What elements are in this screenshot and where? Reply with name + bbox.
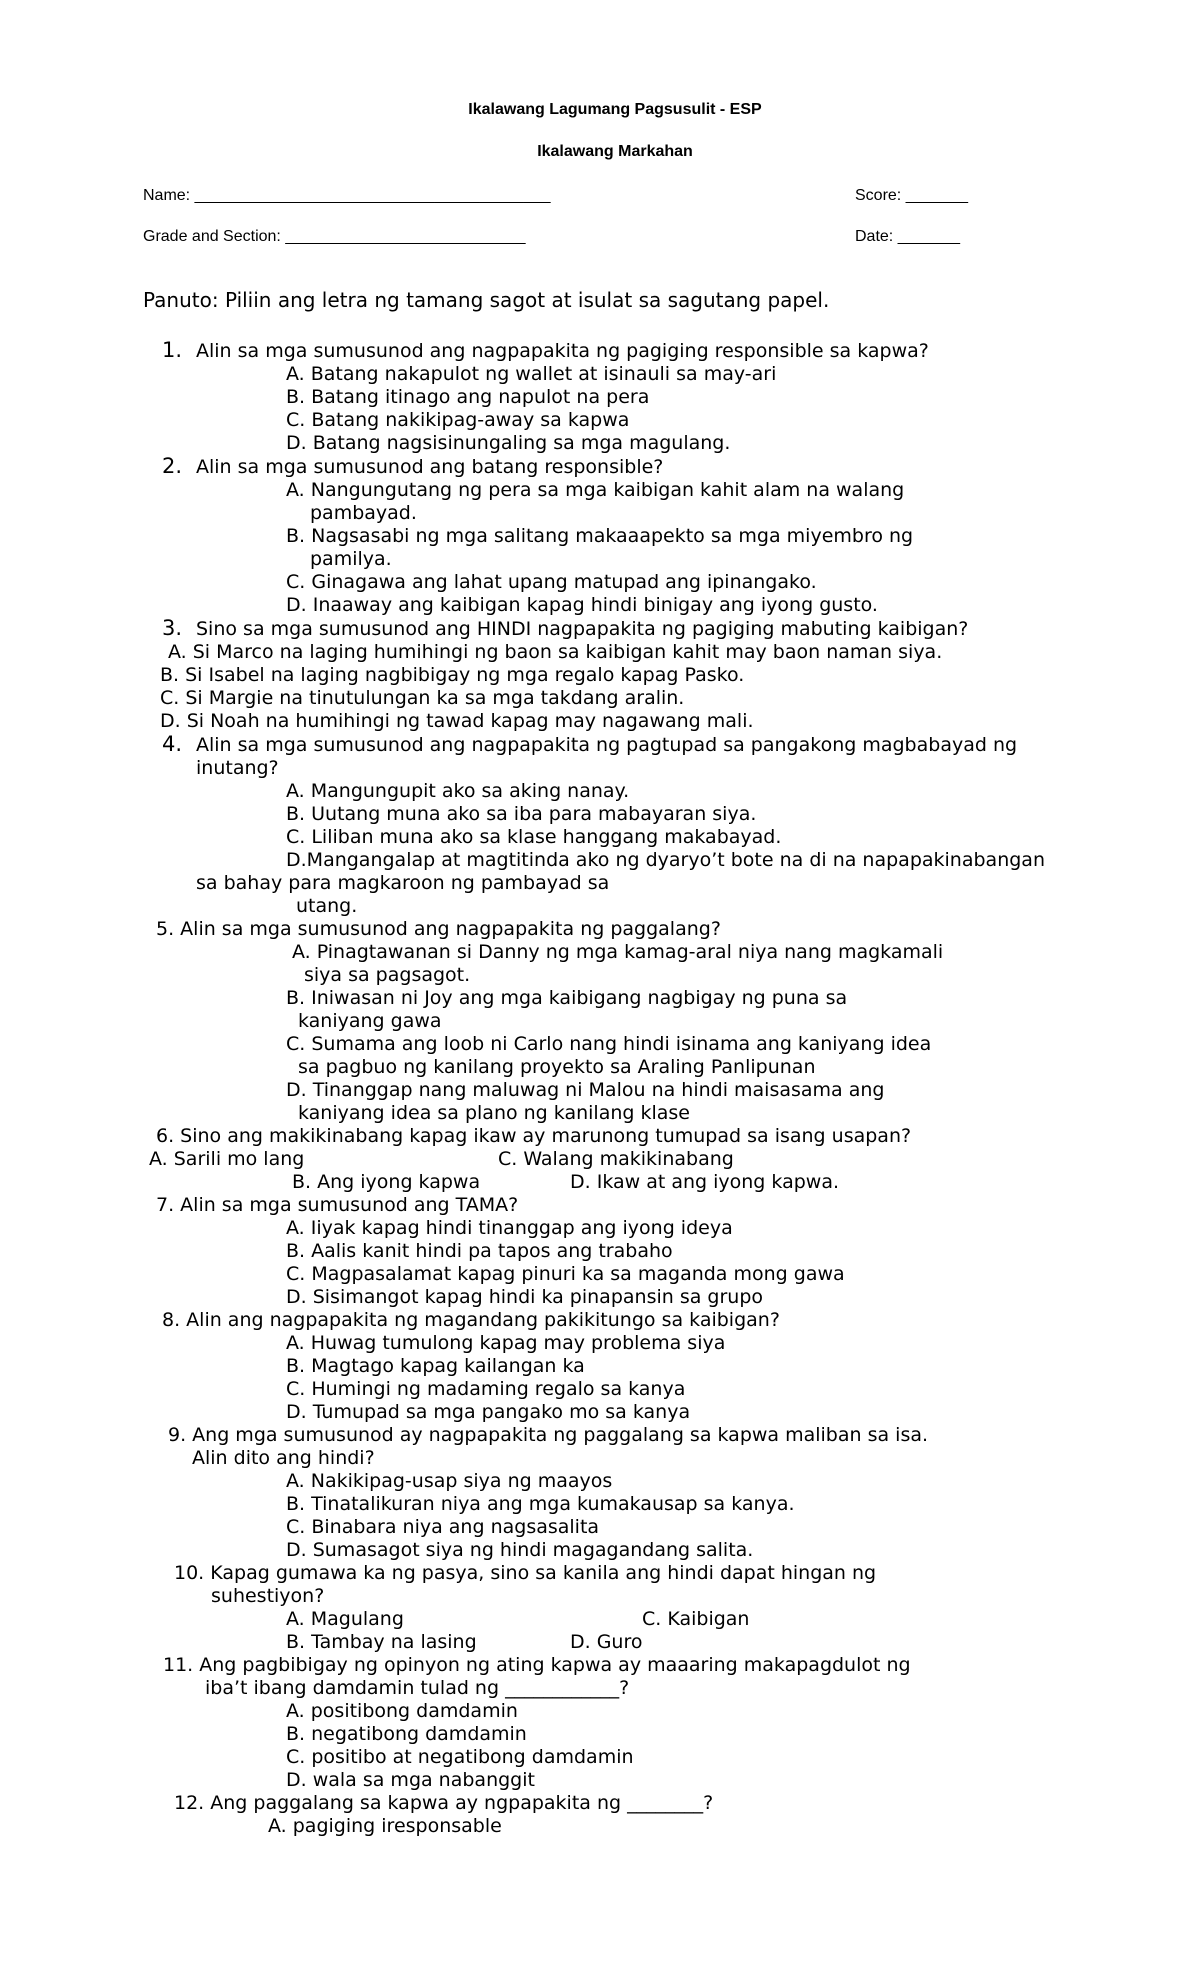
page-subtitle: Ikalawang Markahan [537, 143, 693, 160]
choice: A. Sarili mo lang [149, 1148, 305, 1170]
choice: C. Walang makikinabang [498, 1148, 734, 1170]
question-text-continuation: iba’t ibang damdamin tulad ng ____________? [205, 1677, 630, 1699]
choice: D. Si Noah na humihingi ng tawad kapag may nagawang mali. [160, 710, 754, 732]
question-text: 5. Alin sa mga sumusunod ang nagpapakita ng paggalang? [156, 918, 721, 940]
choice: B. Magtago kapag kailangan ka [286, 1355, 585, 1377]
question-text-continuation: suhestiyon? [211, 1585, 325, 1607]
choice: D.Mangangalap at magtitinda ako ng dyaryo’t bote na di na napapakinabangan [286, 849, 1045, 871]
choice-continuation: utang. [296, 895, 358, 917]
question-text: Alin sa mga sumusunod ang nagpapakita ng pagiging responsible sa kapwa? [196, 340, 929, 362]
question-number: 3. [162, 616, 183, 640]
choice: D. Sisimangot kapag hindi ka pinapansin sa grupo [286, 1286, 764, 1308]
choice: D. Tumupad sa mga pangako mo sa kanya [286, 1401, 691, 1423]
choice: B. Nagsasabi ng mga salitang makaaapekto sa mga miyembro ng [286, 525, 914, 547]
choice: A. Iiyak kapag hindi tinanggap ang iyong ideya [286, 1217, 733, 1239]
instructions: Panuto: Piliin ang letra ng tamang sagot at isulat sa sagutang papel. [143, 288, 830, 312]
choice: A. Nakikipag-usap siya ng maayos [286, 1470, 613, 1492]
choice: C. positibo at negatibong damdamin [286, 1746, 634, 1768]
choice: C. Kaibigan [642, 1608, 750, 1630]
choice-continuation: siya sa pagsagot. [304, 964, 471, 986]
choice-continuation: sa pagbuo ng kanilang proyekto sa Araling Panlipunan [298, 1056, 816, 1078]
question-text: 6. Sino ang makikinabang kapag ikaw ay marunong tumupad sa isang usapan? [156, 1125, 912, 1147]
question-text: Alin sa mga sumusunod ang nagpapakita ng pagtupad sa pangakong magbabayad ng [196, 734, 1018, 756]
question-text: Sino sa mga sumusunod ang HINDI nagpapakita ng pagiging mabuting kaibigan? [196, 618, 969, 640]
choice: A. positibong damdamin [286, 1700, 518, 1722]
choice: C. Sumama ang loob ni Carlo nang hindi isinama ang kaniyang idea [286, 1033, 932, 1055]
choice: C. Humingi ng madaming regalo sa kanya [286, 1378, 686, 1400]
choice: C. Si Margie na tinutulungan ka sa mga takdang aralin. [160, 687, 685, 709]
choice: C. Liliban muna ako sa klase hanggang makabayad. [286, 826, 782, 848]
choice: B. Batang itinago ang napulot na pera [286, 386, 650, 408]
date-field: Date: _______ [855, 228, 960, 245]
question-text-continuation: Alin dito ang hindi? [192, 1447, 375, 1469]
choice: C. Magpasalamat kapag pinuri ka sa maganda mong gawa [286, 1263, 845, 1285]
choice: B. Tambay na lasing [286, 1631, 477, 1653]
choice-continuation: kaniyang idea sa plano ng kanilang klase [298, 1102, 690, 1124]
choice-continuation: kaniyang gawa [298, 1010, 442, 1032]
choice: D. Guro [570, 1631, 643, 1653]
question-text: 12. Ang paggalang sa kapwa ay ngpapakita ng ________? [174, 1792, 714, 1814]
question-text: 8. Alin ang nagpapakita ng magandang pakikitungo sa kaibigan? [162, 1309, 780, 1331]
choice: A. Huwag tumulong kapag may problema siya [286, 1332, 726, 1354]
choice: A. Batang nakapulot ng wallet at isinauli sa may-ari [286, 363, 777, 385]
choice: D. Ikaw at ang iyong kapwa. [570, 1171, 840, 1193]
page-title: Ikalawang Lagumang Pagsusulit - ESP [468, 101, 762, 118]
question-text: Alin sa mga sumusunod ang batang responsible? [196, 456, 664, 478]
choice: B. Tinatalikuran niya ang mga kumakausap sa kanya. [286, 1493, 795, 1515]
choice: B. Iniwasan ni Joy ang mga kaibigang nagbigay ng puna sa [286, 987, 848, 1009]
choice: B. negatibong damdamin [286, 1723, 527, 1745]
grade-section-field: Grade and Section: ___________________________ [143, 228, 526, 245]
choice: C. Ginagawa ang lahat upang matupad ang ipinangako. [286, 571, 817, 593]
choice: A. Pinagtawanan si Danny ng mga kamag-aral niya nang magkamali [292, 941, 944, 963]
question-text-continuation: inutang? [196, 757, 279, 779]
choice: B. Uutang muna ako sa iba para mabayaran siya. [286, 803, 757, 825]
choice: C. Batang nakikipag-away sa kapwa [286, 409, 630, 431]
choice: A. Nangungutang ng pera sa mga kaibigan kahit alam na walang [286, 479, 905, 501]
question-text: 7. Alin sa mga sumusunod ang TAMA? [156, 1194, 519, 1216]
choice-continuation: sa bahay para magkaroon ng pambayad sa [196, 872, 610, 894]
choice-continuation: pambayad. [310, 502, 417, 524]
question-text: 10. Kapag gumawa ka ng pasya, sino sa kanila ang hindi dapat hingan ng [174, 1562, 877, 1584]
choice: D. Tinanggap nang maluwag ni Malou na hindi maisasama ang [286, 1079, 885, 1101]
choice: A. Mangungupit ako sa aking nanay. [286, 780, 630, 802]
choice: A. pagiging iresponsable [268, 1815, 502, 1837]
choice: A. Magulang [286, 1608, 404, 1630]
choice: B. Si Isabel na laging nagbibigay ng mga regalo kapag Pasko. [160, 664, 745, 686]
choice-continuation: pamilya. [310, 548, 392, 570]
question-number: 4. [162, 732, 183, 756]
choice: D. Batang nagsisinungaling sa mga magulang. [286, 432, 731, 454]
choice: A. Si Marco na laging humihingi ng baon sa kaibigan kahit may baon naman siya. [168, 641, 943, 663]
question-text: 11. Ang pagbibigay ng opinyon ng ating kapwa ay maaaring makapagdulot ng [163, 1654, 911, 1676]
name-field: Name: ________________________________________ [143, 187, 551, 204]
score-field: Score: _______ [855, 187, 968, 204]
choice: D. Inaaway ang kaibigan kapag hindi binigay ang iyong gusto. [286, 594, 878, 616]
question-number: 1. [162, 338, 183, 362]
question-text: 9. Ang mga sumusunod ay nagpapakita ng paggalang sa kapwa maliban sa isa. [168, 1424, 929, 1446]
choice: D. Sumasagot siya ng hindi magagandang salita. [286, 1539, 754, 1561]
choice: B. Ang iyong kapwa [292, 1171, 481, 1193]
choice: C. Binabara niya ang nagsasalita [286, 1516, 600, 1538]
choice: B. Aalis kanit hindi pa tapos ang trabaho [286, 1240, 673, 1262]
question-number: 2. [162, 454, 183, 478]
choice: D. wala sa mga nabanggit [286, 1769, 535, 1791]
